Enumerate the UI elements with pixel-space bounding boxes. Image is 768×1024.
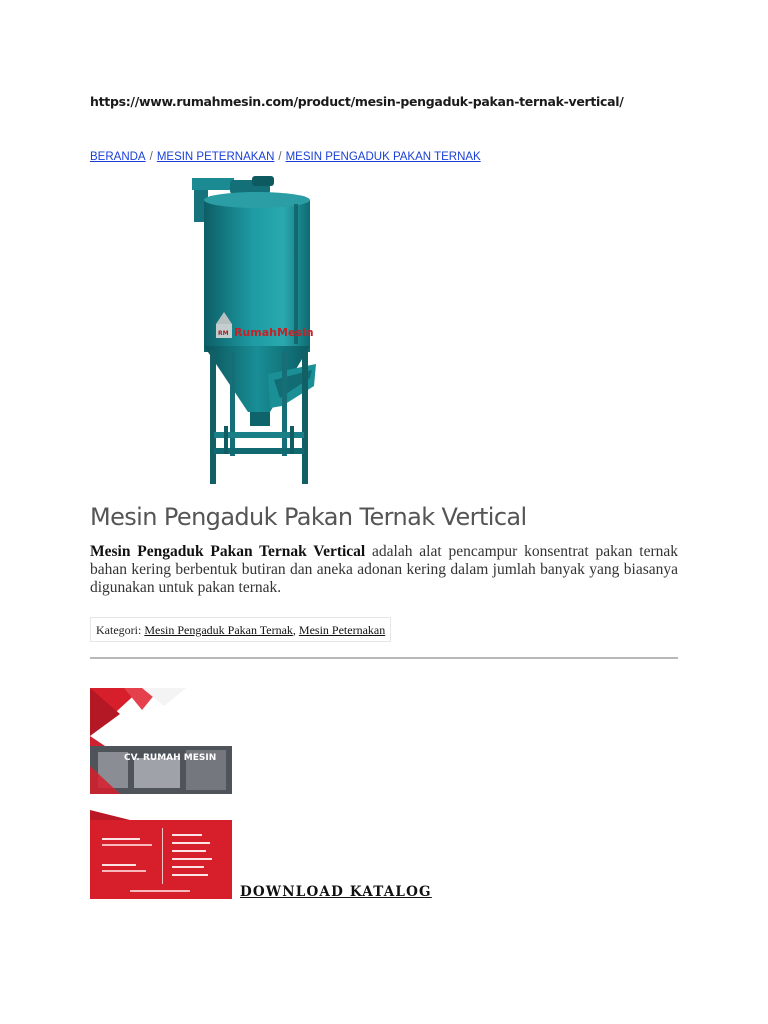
page-url: https://www.rumahmesin.com/product/mesin-pengaduk-pakan-ternak-vertical/ [90, 94, 624, 109]
description-bold: Mesin Pengaduk Pakan Ternak Vertical [90, 543, 366, 560]
product-image[interactable] [190, 176, 330, 494]
breadcrumb [90, 151, 481, 163]
watermark-text: RumahMesin [234, 326, 314, 339]
product-title: Mesin Pengaduk Pakan Ternak Vertical [90, 503, 527, 531]
description-text: adalah alat pencampur konsentrat pakan ternak bahan kering berbentuk butiran dan aneka adonan kering dalam jumlah banyak yang biasanya digunakan untuk pakan ternak. [90, 543, 678, 596]
catalog-title: CV. RUMAH MESIN [124, 753, 217, 763]
category-label: Kategori: [96, 623, 142, 637]
category-box [90, 617, 391, 642]
product-description [90, 543, 678, 597]
download-catalog-link[interactable]: DOWNLOAD KATALOG [240, 884, 432, 900]
catalog-cover-image[interactable] [90, 688, 232, 899]
category-link-pengaduk[interactable]: Mesin Pengaduk Pakan Ternak [144, 623, 293, 637]
breadcrumb-beranda[interactable]: BERANDA [90, 151, 146, 163]
breadcrumb-separator: / [278, 151, 282, 163]
divider [90, 657, 678, 659]
breadcrumb-separator: / [149, 151, 153, 163]
catalog-cover [90, 688, 232, 899]
breadcrumb-mesin-peternakan[interactable]: MESIN PETERNAKAN [156, 151, 275, 163]
breadcrumb-mesin-pengaduk[interactable]: MESIN PENGADUK PAKAN TERNAK [285, 151, 481, 163]
category-separator: , [292, 623, 296, 637]
svg-text:RM: RM [218, 330, 229, 337]
category-link-peternakan[interactable]: Mesin Peternakan [298, 623, 386, 637]
mixer-machine-illustration [190, 176, 330, 494]
